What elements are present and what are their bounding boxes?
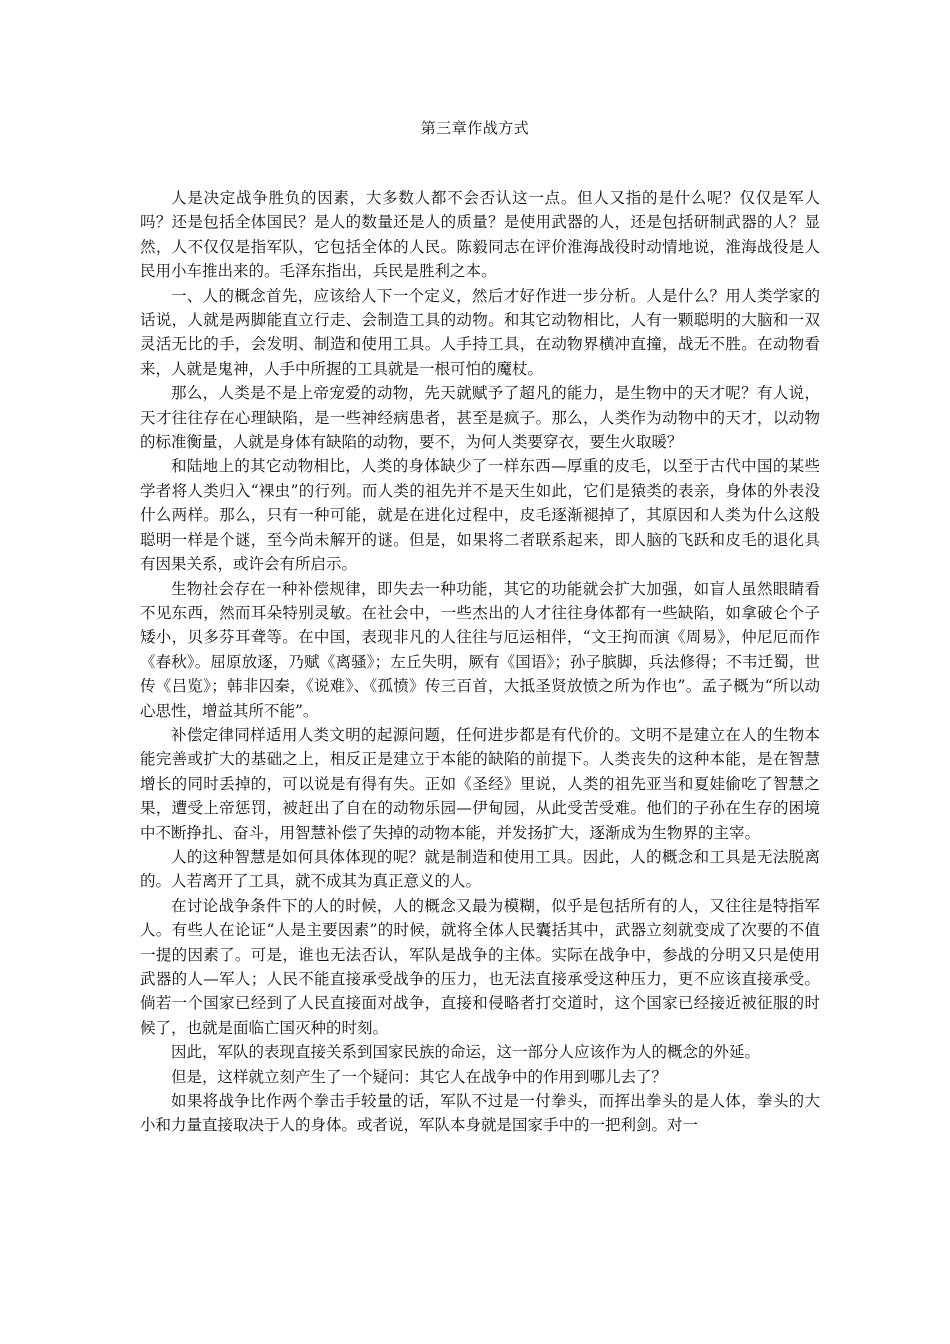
paragraph-1: 人是决定战争胜负的因素，大多数人都不会否认这一点。但人又指的是什么呢？仅仅是军人吗？还是包括全体国民？是人的数量还是人的质量？是使用武器的人，还是包括研制武器的人？显然，人不仅仅是指军队，它包括全体的人民。陈毅同志在评价淮海战役时动情地说，淮海战役是人民用小车推出来的。毛泽东指出，兵民是胜利之本。 (140, 189, 820, 281)
paragraph-4: 和陆地上的其它动物相比，人类的身体缺少了一样东西—厚重的皮毛，以至于古代中国的某些学者将人类归入“裸虫”的行列。而人类的祖先并不是天生如此，它们是猿类的表亲，身体的外表没什么两样。那么，只有一种可能，就是在进化过程中，皮毛逐渐褪掉了，其原因和人类为什么这般聪明一样是个谜，至今尚未解开的谜。但是，如果将二者联系起来，即人脑的飞跃和皮毛的退化具有因果关系，或许会有所启示。 (140, 457, 820, 574)
paragraph-3: 那么，人类是不是上帝宠爱的动物，先天就赋予了超凡的能力，是生物中的天才呢？有人说，天才往往存在心理缺陷，是一些神经病患者，甚至是疯子。那么，人类作为动物中的天才，以动物的标准衡量，人就是身体有缺陷的动物，要不，为何人类要穿衣，要生火取暖？ (140, 384, 820, 452)
paragraph-2: 一、人的概念首先，应该给人下一个定义，然后才好作进一步分析。人是什么？用人类学家的话说，人就是两脚能直立行走、会制造工具的动物。和其它动物相比，人有一颗聪明的大脑和一双灵活无比的手，会发明、制造和使用工具。人手持工具，在动物界横冲直撞，战无不胜。在动物看来，人就是鬼神，人手中所握的工具就是一根可怕的魔杖。 (140, 286, 820, 378)
body-text (140, 186, 820, 1138)
paragraph-8: 在讨论战争条件下的人的时候，人的概念又最为模糊，似乎是包括所有的人，又往往是特指军人。有些人在论证“人是主要因素”的时候，就将全体人民囊括其中，武器立刻就变成了次要的不值一提的因素了。可是，谁也无法否认，军队是战争的主体。实际在战争中，参战的分明又只是使用武器的人—军人；人民不能直接承受战争的压力，也无法直接承受这种压力，更不应该直接承受。倘若一个国家已经到了人民直接面对战争，直接和侵略者打交道时，这个国家已经接近被征服的时候了，也就是面临亡国灭种的时刻。 (140, 896, 820, 1037)
paragraph-7: 人的这种智慧是如何具体体现的呢？就是制造和使用工具。因此，人的概念和工具是无法脱离的。人若离开了工具，就不成其为真正意义的人。 (140, 847, 820, 891)
paragraph-11: 如果将战争比作两个拳击手较量的话，军队不过是一付拳头，而挥出拳头的是人体，拳头的大小和力量直接取决于人的身体。或者说，军队本身就是国家手中的一把利剑。对一 (140, 1092, 820, 1135)
paragraph-6: 补偿定律同样适用人类文明的起源问题，任何进步都是有代价的。文明不是建立在人的生物本能完善或扩大的基础之上，相反正是建立于本能的缺陷的前提下。人类丧失的这种本能，是在智慧增长的同时丢掉的，可以说是有得有失。正如《圣经》里说，人类的祖先亚当和夏娃偷吃了智慧之果，遭受上帝惩罚，被赶出了自在的动物乐园—伊甸园，从此受苦受难。他们的子孙在生存的困境中不断挣扎、奋斗，用智慧补偿了失掉的动物本能，并发扬扩大，逐渐成为生物界的主宰。 (140, 725, 820, 842)
paragraph-9: 因此，军队的表现直接关系到国家民族的命运，这一部分人应该作为人的概念的外延。 (171, 1043, 761, 1062)
paragraph-5: 生物社会存在一种补偿规律，即失去一种功能，其它的功能就会扩大加强，如盲人虽然眼睛看不见东西，然而耳朵特别灵敏。在社会中，一些杰出的人才往往身体都有一些缺陷，如拿破仑个子矮小，贝多芬耳聋等。在中国，表现非凡的人往往与厄运相伴，“文王拘而演《周易》，仲尼厄而作《春秋》。屈原放逐，乃赋《离骚》；左丘失明，厥有《国语》；孙子膑脚，兵法修得；不韦迁蜀，世传《吕览》；韩非囚秦，《说难》、《孤愤》传三百首，大抵圣贤放愤之所为作也”。孟子概为“所以动心思性，增益其所不能”。 (140, 579, 820, 720)
paragraph-10: 但是，这样就立刻产生了一个疑问：其它人在战争中的作用到哪儿去了？ (171, 1067, 668, 1086)
chapter-title: 第三章作战方式 (420, 119, 530, 137)
